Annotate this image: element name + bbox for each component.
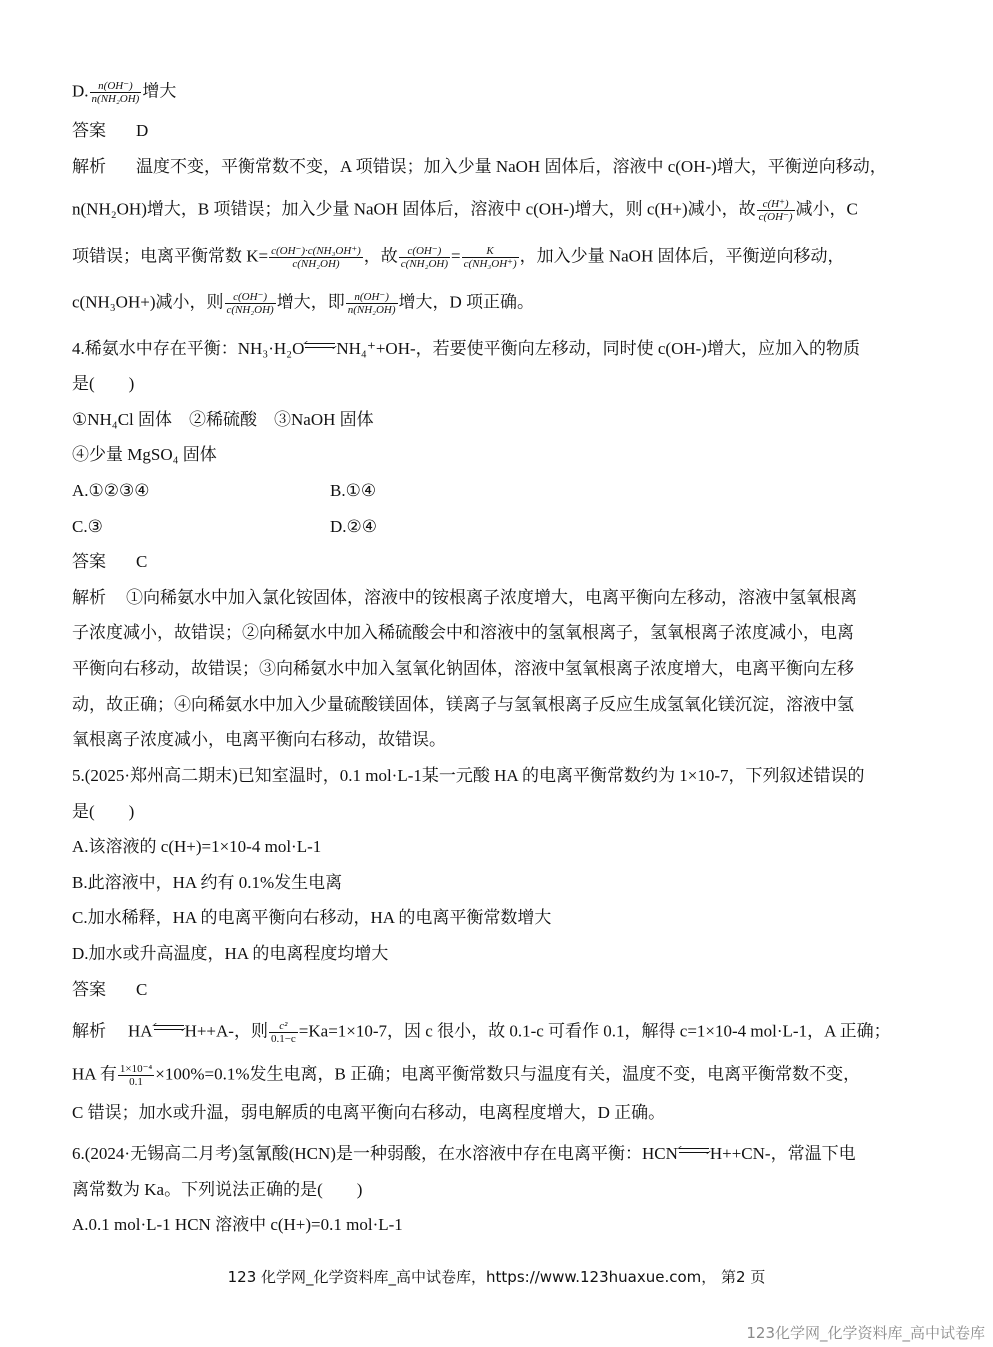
equilibrium-arrow-icon <box>305 342 335 350</box>
q4-stem-line-2: 是( ) <box>72 374 135 393</box>
q4-option-b: B.①④ <box>330 481 377 500</box>
numerator: c(H⁺) <box>757 198 795 211</box>
q4-analysis-line-4: 动，故正确；④向稀氨水中加入少量硫酸镁固体，镁离子与氢氧根离子反应生成氢氧化镁沉淀，溶液中氢 <box>72 695 854 714</box>
q4-items-line-2: ④少量 MgSO₄ 固体 <box>72 445 217 464</box>
numerator: c(OH⁻) <box>225 291 276 304</box>
q4-option-a: A.①②③④ <box>72 481 150 500</box>
numerator: c(OH⁻) <box>399 245 450 258</box>
q6-stem-line-1 <box>72 1143 856 1165</box>
fraction <box>225 291 276 316</box>
q4-analysis-line-5: 氧根离子浓度减小，电离平衡向右移动，故错误。 <box>72 730 446 749</box>
answer-label: 答案 <box>72 121 106 140</box>
analysis-text: = <box>451 246 461 266</box>
q3-option-d <box>72 80 176 105</box>
q4-answer <box>72 551 147 573</box>
numerator: c(OH⁻)·c(NH₃OH⁺) <box>271 245 361 257</box>
analysis-text: ，加入少量 NaOH 固体后，平衡逆向移动， <box>519 246 845 266</box>
q4-options-row-1 <box>72 480 377 502</box>
question-text: 6.(2024·无锡高二月考)氢氰酸(HCN)是一种弱酸，在水溶液中存在电离平衡：HCN <box>72 1144 678 1163</box>
denominator: n(NH₂OH) <box>347 304 396 316</box>
analysis-text: H++A-，则 <box>184 1021 268 1041</box>
watermark: 123化学网_化学资料库_高中试卷库 <box>746 1324 985 1342</box>
q5-stem-line-1: 5.(2025·郑州高二期末)已知室温时，0.1 mol·L-1某一元酸 HA 的电离平衡常数约为 1×10-7，下列叙述错误的 <box>72 766 865 785</box>
numerator: n(OH⁻) <box>90 80 142 93</box>
q4-analysis-line-3: 平衡向右移动，故错误；③向稀氨水中加入氢氧化钠固体，溶液中氢氧根离子浓度增大，电离平衡向左移 <box>72 659 854 678</box>
analysis-text: HA 有 <box>72 1064 117 1084</box>
analysis-text: n(NH₂OH)增大，B 项错误；加入少量 NaOH 固体后，溶液中 c(OH-)增大，则 c(H+)减小，故 <box>72 199 756 219</box>
analysis-text: 项错误；电离平衡常数 K= <box>72 246 269 266</box>
q4-option-c: C.③ <box>72 517 103 536</box>
numerator: n(OH⁻) <box>346 291 398 304</box>
fraction <box>269 1020 298 1045</box>
q5-analysis-line-1 <box>72 1020 891 1045</box>
q3-analysis-line-2 <box>72 198 858 223</box>
numerator: K <box>462 245 519 258</box>
q4-analysis-line-2: 子浓度减小，故错误；②向稀氨水中加入稀硫酸会中和溶液中的氢氧根离子，氢氧根离子浓度减小，电离 <box>72 623 854 642</box>
fraction <box>269 245 363 270</box>
denominator: c(NH₂OH) <box>400 258 448 270</box>
q4-options-row-2 <box>72 516 378 538</box>
q5-analysis-line-3: C 错误；加水或升温，弱电解质的电离平衡向右移动，电离程度增大，D 正确。 <box>72 1103 666 1122</box>
option-text: 增大 <box>142 81 177 101</box>
question-text: H++CN-，常温下电 <box>709 1144 856 1163</box>
denominator: c(NH₃OH⁺) <box>463 258 517 270</box>
q3-analysis-line-3 <box>72 245 845 270</box>
answer-label: 答案 <box>72 552 106 571</box>
analysis-text: 温度不变，平衡常数不变，A 项错误；加入少量 NaOH 固体后，溶液中 c(OH-)增大，平衡逆向移动， <box>136 157 887 176</box>
answer-value: C <box>136 980 148 999</box>
q3-analysis-line-4 <box>72 291 534 316</box>
question-text: NH₄⁺+OH-，若要使平衡向左移动，同时使 c(OH-)增大，应加入的物质 <box>336 339 860 358</box>
q6-option-a: A.0.1 mol·L-1 HCN 溶液中 c(H+)=0.1 mol·L-1 <box>72 1215 403 1234</box>
q4-stem-line-1 <box>72 338 860 360</box>
q6-stem-line-2: 离常数为 Ka。下列说法正确的是( ) <box>72 1180 363 1199</box>
analysis-text: c(NH₃OH+)减小，则 <box>72 292 224 312</box>
q4-option-d: D.②④ <box>330 517 378 536</box>
numerator: c² <box>269 1020 298 1033</box>
analysis-label: 解析 <box>72 157 106 176</box>
q4-analysis-line-1 <box>72 587 857 609</box>
denominator: 0.1−c <box>270 1033 296 1045</box>
analysis-label: 解析 <box>72 588 106 607</box>
denominator: 0.1 <box>129 1076 143 1088</box>
denominator: n(NH₂OH) <box>91 93 140 105</box>
fraction <box>462 245 519 270</box>
denominator: c(OH⁻) <box>758 211 793 223</box>
q3-answer <box>72 120 148 142</box>
analysis-text: ×100%=0.1%发生电离，B 正确；电离平衡常数只与温度有关，温度不变，电离平衡常数不变， <box>155 1064 861 1084</box>
denominator: c(NH₂OH) <box>226 304 274 316</box>
q5-option-c: C.加水稀释，HA 的电离平衡向右移动，HA 的电离平衡常数增大 <box>72 908 552 927</box>
equilibrium-arrow-icon <box>154 1024 184 1032</box>
q4-items-line-1: ①NH₄Cl 固体 ②稀硫酸 ③NaOH 固体 <box>72 410 374 429</box>
equilibrium-arrow-icon <box>679 1147 709 1155</box>
analysis-label: 解析 <box>72 1021 106 1041</box>
fraction <box>399 245 450 270</box>
analysis-text: 减小，C <box>795 199 858 219</box>
q5-option-d: D.加水或升高温度，HA 的电离程度均增大 <box>72 944 389 963</box>
fraction <box>118 1063 154 1088</box>
fraction <box>757 198 795 223</box>
q5-option-a: A.该溶液的 c(H+)=1×10-4 mol·L-1 <box>72 837 322 856</box>
analysis-text: 增大，即 <box>276 292 345 312</box>
analysis-text: =Ka=1×10-7，因 c 很小，故 0.1-c 可看作 0.1，解得 c=1×10-4 mol·L-1，A 正确； <box>298 1021 891 1041</box>
answer-label: 答案 <box>72 980 106 999</box>
answer-value: D <box>136 121 149 140</box>
denominator: c(NH₂OH) <box>292 258 340 270</box>
fraction <box>90 80 142 105</box>
analysis-text: ①向稀氨水中加入氯化铵固体，溶液中的铵根离子浓度增大，电离平衡向左移动，溶液中氢氧根离 <box>126 588 857 607</box>
numerator: 1×10⁻⁴ <box>119 1063 153 1075</box>
q5-option-b: B.此溶液中，HA 约有 0.1%发生电离 <box>72 873 343 892</box>
fraction <box>346 291 398 316</box>
question-text: 4.稀氨水中存在平衡：NH₃·H₂O <box>72 339 305 358</box>
q5-stem-line-2: 是( ) <box>72 802 135 821</box>
q3-analysis-line-1 <box>72 156 887 178</box>
analysis-text: HA <box>128 1021 153 1041</box>
answer-value: C <box>136 552 148 571</box>
q5-analysis-line-2 <box>72 1063 860 1088</box>
option-label: D. <box>72 81 89 101</box>
analysis-text: 增大，D 项正确。 <box>398 292 535 312</box>
page-footer: 123 化学网_化学资料库_高中试卷库，https://www.123huaxue.com， 第2 页 <box>227 1268 766 1286</box>
q5-answer <box>72 979 147 1001</box>
analysis-text: ，故 <box>363 246 398 266</box>
